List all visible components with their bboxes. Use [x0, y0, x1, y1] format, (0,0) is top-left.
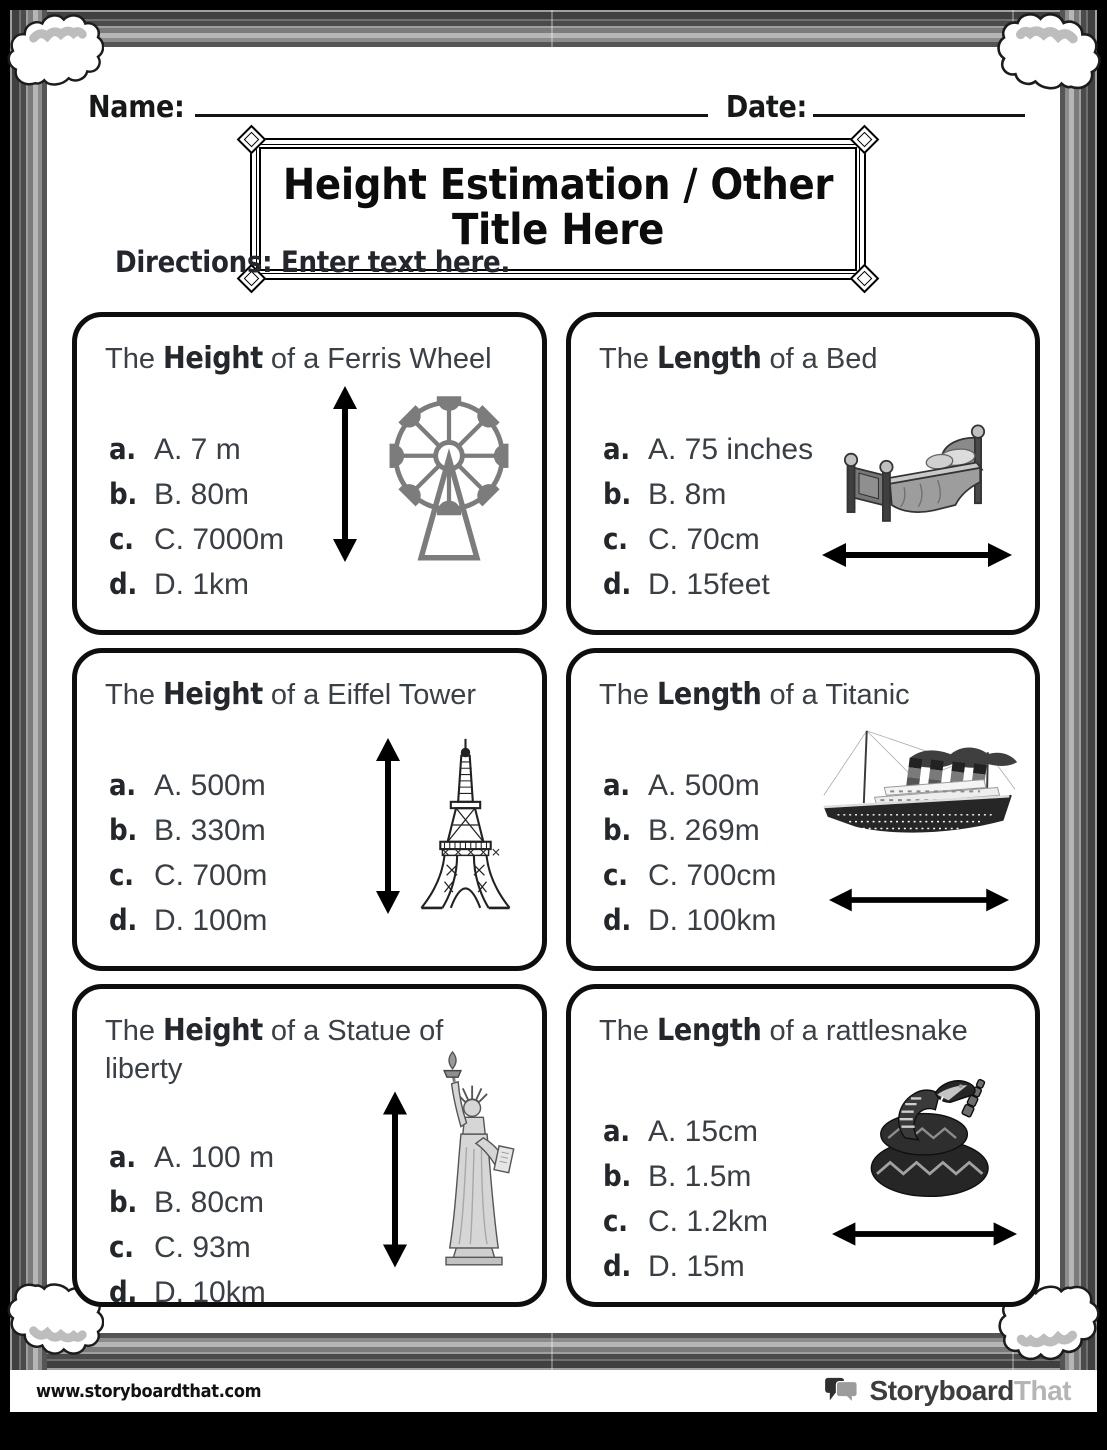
answer-option: b. B. 8m [603, 477, 727, 511]
answer-option: d. D. 15m [603, 1249, 745, 1283]
question-card [566, 312, 1040, 635]
answer-option: d. D. 15feet [603, 567, 770, 601]
question-card [72, 984, 547, 1307]
answer-option: b. B. 1.5m [603, 1159, 752, 1193]
answer-option: a. A. 100 m [109, 1140, 275, 1174]
name-field-line [195, 88, 708, 117]
cloud-icon [6, 3, 104, 89]
eiffel-tower-icon [413, 707, 518, 945]
vertical-arrow-icon [332, 384, 358, 564]
figure [816, 691, 1021, 913]
answer-option: c. C. 70cm [603, 522, 760, 556]
question-title: The Height of a Statue of liberty [105, 1013, 444, 1085]
frame-right [1060, 10, 1097, 1370]
answer-option: c. C. 93m [109, 1230, 251, 1264]
question-card [566, 984, 1040, 1307]
directions-text: Directions: Enter text here. [115, 245, 511, 279]
vertical-arrow-icon [382, 1087, 408, 1272]
question-title: The Length of a rattlesnake [599, 1013, 968, 1048]
date-label: Date: [725, 90, 807, 125]
figure [832, 1051, 1017, 1247]
frame-top [10, 10, 1097, 47]
question-grid [72, 312, 1040, 1307]
name-date-row [88, 88, 1025, 125]
answer-options [109, 1141, 274, 1321]
answer-option: d. D. 10km [109, 1275, 266, 1309]
answer-option: d. D. 1km [109, 567, 250, 601]
answer-option: d. D. 100m [109, 903, 268, 937]
answer-option: b. B. 80cm [109, 1185, 265, 1219]
horizontal-arrow-icon [822, 542, 1012, 568]
answer-option: c. C. 7000m [109, 522, 285, 556]
titanic-icon [816, 691, 1021, 881]
answer-options [109, 433, 284, 613]
answer-option: a. A. 7 m [109, 432, 241, 466]
frame-left [10, 10, 47, 1370]
figure [332, 383, 524, 565]
answer-option: b. B. 330m [109, 813, 266, 847]
answer-option: a. A. 500m [109, 768, 266, 802]
name-label: Name: [88, 90, 185, 125]
horizontal-arrow-icon [829, 887, 1009, 913]
answer-option: c. C. 700cm [603, 858, 777, 892]
statue-of-liberty-icon [418, 1029, 530, 1284]
rattlesnake-icon [845, 1051, 1005, 1209]
answer-option: c. C. 700m [109, 858, 268, 892]
question-title: The Length of a Titanic [599, 677, 910, 712]
answer-option: b. B. 80m [109, 477, 250, 511]
logo-text: StoryboardThat [869, 1375, 1071, 1406]
frame-bottom [10, 1333, 1097, 1370]
cloud-icon [997, 1, 1103, 93]
answer-option: a. A. 500m [603, 768, 760, 802]
answer-option: a. A. 15cm [603, 1114, 759, 1148]
speech-bubbles-icon [824, 1375, 862, 1407]
answer-options [603, 769, 776, 949]
question-card [72, 312, 547, 635]
answer-options [603, 1115, 768, 1295]
page-title: Height Estimation / Other Title Here [282, 160, 834, 256]
bed-icon [814, 413, 1019, 528]
answer-option: d. D. 100km [603, 903, 777, 937]
horizontal-arrow-icon [832, 1221, 1017, 1247]
figure [382, 1029, 530, 1284]
question-title: The Length of a Bed [599, 341, 878, 376]
figure [375, 707, 518, 945]
question-title: The Height of a Eiffel Tower [105, 677, 477, 712]
worksheet-page [10, 10, 1097, 1412]
storyboardthat-logo [824, 1375, 1071, 1407]
ferris-wheel-icon [374, 383, 524, 565]
answer-options [603, 433, 813, 613]
question-title: The Height of a Ferris Wheel [105, 341, 492, 376]
answer-option: a. A. 75 inches [603, 432, 814, 466]
question-card [566, 648, 1040, 971]
date-field-line [813, 88, 1025, 117]
question-card [72, 648, 547, 971]
vertical-arrow-icon [375, 737, 401, 915]
footer-url: www.storyboardthat.com [36, 1380, 262, 1402]
footer [10, 1370, 1097, 1412]
answer-options [109, 769, 267, 949]
answer-option: b. B. 269m [603, 813, 760, 847]
figure [814, 413, 1019, 568]
answer-option: c. C. 1.2km [603, 1204, 769, 1238]
